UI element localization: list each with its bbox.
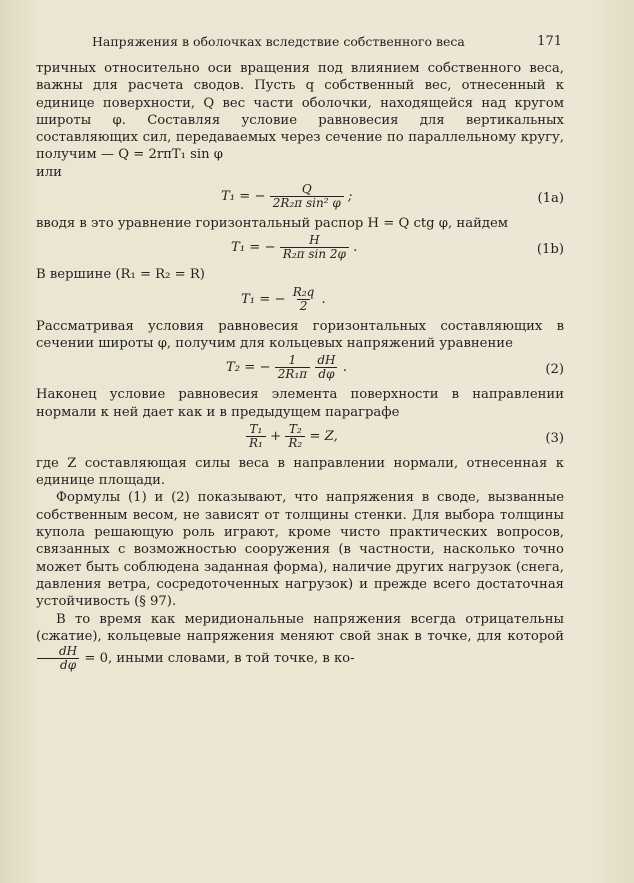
eqtop-tail: . (321, 291, 326, 307)
paragraph-3: В вершине (R₁ = R₂ = R) (36, 267, 205, 283)
eq1a-denominator: 2R₂π sin² φ (270, 196, 344, 210)
eq2-numerator-2: dH (317, 353, 336, 368)
eq1a-numerator: Q (301, 182, 312, 197)
paragraph-1b: или (36, 164, 62, 180)
header-title: Напряжения в оболочках вследствие собственного веса (92, 34, 465, 49)
eqtop-fraction (290, 286, 318, 313)
eq3-fraction-2 (285, 423, 305, 450)
eq3-denominator-2: R₂ (285, 436, 305, 450)
paragraph-8 (36, 611, 564, 673)
eq1b-denominator: R₂π sin 2φ (280, 247, 349, 261)
paragraph-1: тричных относительно оси вращения под влиянием собственного веса, важны для расчета сводов. Пусть q собственный вес, отнесенный к единице поверхности, Q вес части оболочки, находящейся над кругом широты φ. Составляя условие равновесия для вертикальных составляющих сил, передаваемых через сечение по параллельному кругу, получим — Q = 2rπT₁ sin φ (36, 61, 564, 163)
equation-3 (36, 421, 564, 455)
eq1a-label: (1a) (537, 191, 564, 207)
eq1b-fraction (280, 234, 349, 261)
eq3-denominator-1: R₁ (246, 436, 266, 450)
eq2-denominator-1: 2R₁π (275, 367, 310, 381)
page-body (36, 60, 564, 672)
equation-1b (36, 232, 564, 266)
eq1b-label: (1b) (536, 242, 564, 258)
page-number: 171 (537, 34, 562, 49)
eq2-tail: . (342, 360, 347, 376)
inline-derivative-denominator: dφ (37, 658, 79, 672)
paragraph-2: вводя в это уравнение горизонтальный распор H = Q ctg φ, найдем (36, 216, 509, 232)
eq1a-tail: ; (347, 189, 353, 205)
inline-derivative-numerator: dH (59, 644, 78, 659)
eq1b-numerator: H (309, 233, 320, 248)
eq3-plus: + (270, 428, 282, 444)
eq3-numerator-1: T₁ (249, 421, 263, 436)
eq2-lhs: T₂ = − (226, 360, 271, 376)
eq1b-tail: . (353, 240, 358, 256)
eq2-fraction-1 (275, 354, 310, 381)
paragraph-5: Наконец условие равновесия элемента поверхности в направлении нормали к ней дает как и в предыдущем параграфе (36, 387, 564, 420)
paragraph-4: Рассматривая условия равновесия горизонтальных составляющих в сечении широты φ, получим для кольцевых напряжений уравнение (36, 318, 564, 351)
eq2-numerator-1: 1 (288, 353, 297, 368)
inline-derivative (36, 645, 80, 672)
eq2-label: (2) (545, 362, 564, 378)
equation-2 (36, 352, 564, 386)
paragraph-7: Формулы (1) и (2) показывают, что напряжения в своде, вызванные собственным весом, не зависят от толщины стенки. Для выбора толщины купола решающую роль играют, кроме чисто практических вопросов, связанных с возможностью сооружения (в частности, насколько точно может быть соблюдена заданная форма), наличие других нагрузок (снега, давления ветра, сосредоточенных нагрузок) и прежде всего достаточная устойчивость (§ 97). (36, 490, 564, 610)
paragraph-8-start: В то время как меридиональные напряжения всегда отрицательны (сжатие), кольцевые напряжения меняют свой знак в точке, для которой (36, 611, 564, 644)
eq1a-fraction (270, 183, 344, 210)
paragraph-8-end: = 0, иными словами, в той точке, в ко- (84, 651, 355, 667)
eqtop-denominator: 2 (297, 299, 311, 313)
eq3-fraction-1 (246, 423, 266, 450)
eqtop-numerator: R₂q (292, 284, 315, 299)
eq3-label: (3) (545, 430, 564, 446)
eq1a-lhs: T₁ = − (221, 189, 266, 205)
eq3-numerator-2: T₂ (288, 421, 302, 436)
eq3-tail: = Z, (309, 428, 338, 444)
paragraph-6: где Z составляющая силы веса в направлении нормали, отнесенная к единице площади. (36, 455, 564, 489)
eq2-fraction-2 (314, 354, 338, 381)
equation-top (36, 284, 564, 318)
eq1b-lhs: T₁ = − (231, 240, 276, 256)
eqtop-lhs: T₁ = − (241, 291, 286, 307)
equation-1a (36, 181, 564, 215)
eq2-denominator-2: dφ (315, 367, 337, 381)
